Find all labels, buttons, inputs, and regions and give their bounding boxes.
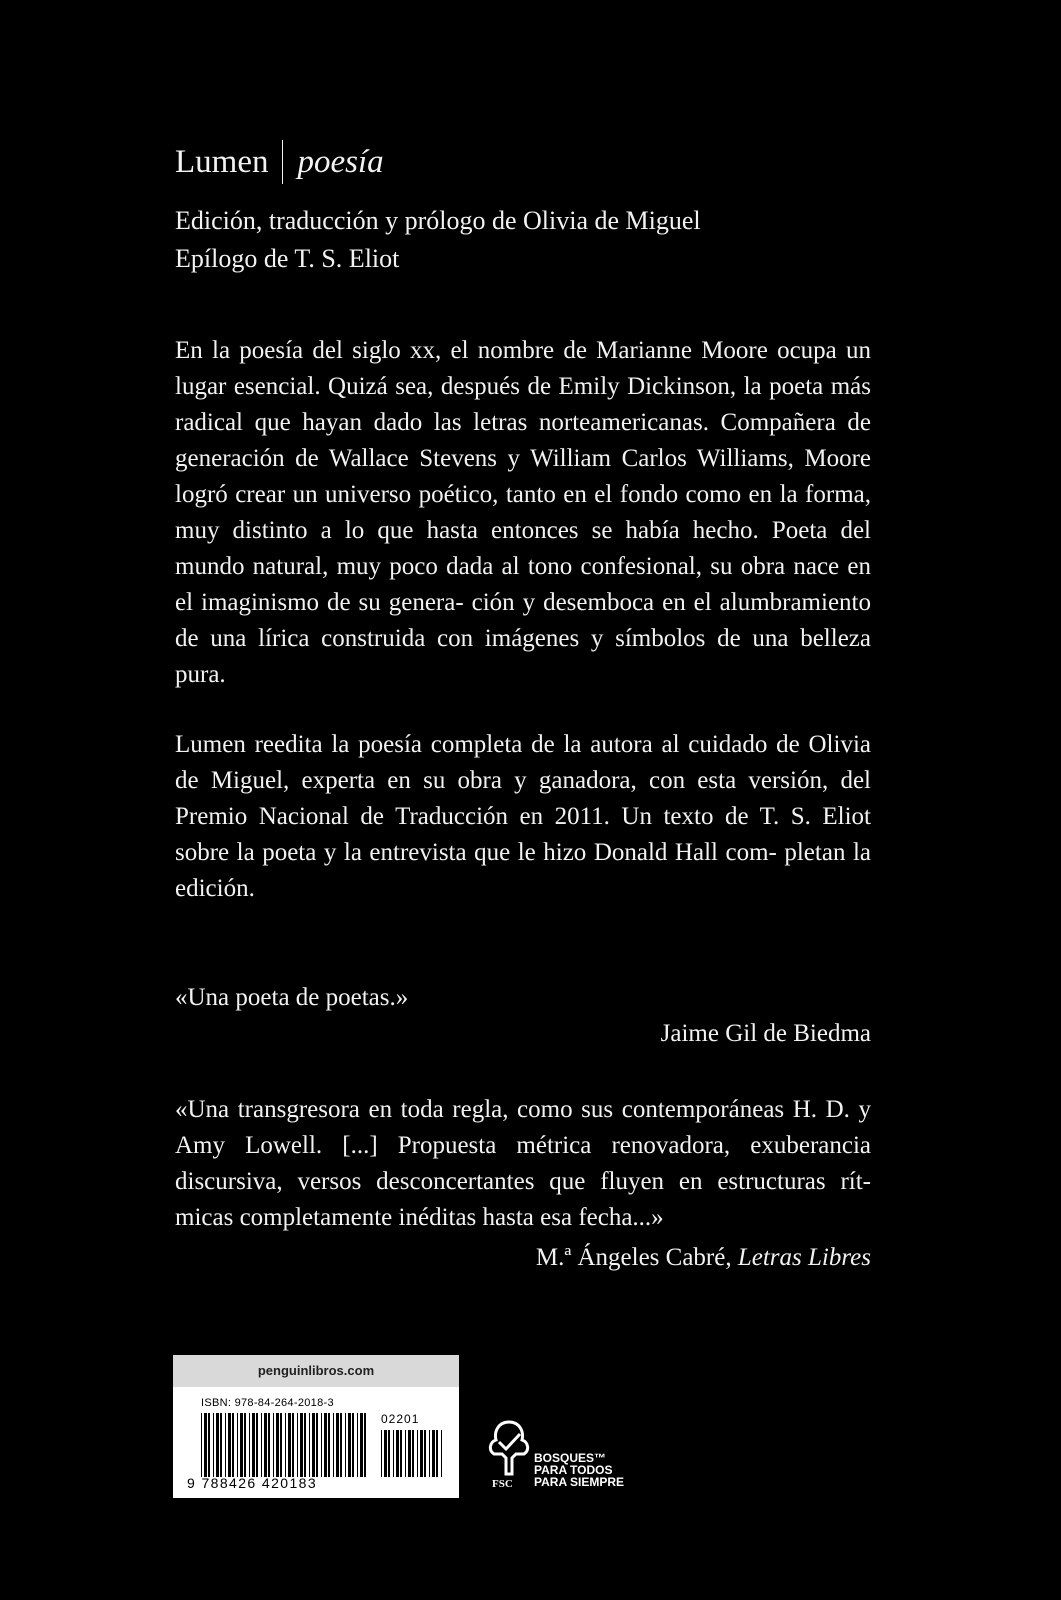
barcode-addon-digits: 02201: [381, 1412, 420, 1426]
barcode-bar: [381, 1430, 382, 1477]
barcode-bar: [348, 1413, 351, 1477]
barcode-bar: [441, 1430, 442, 1477]
tree-check-icon: [484, 1418, 534, 1478]
barcode-bar: [244, 1413, 246, 1477]
barcode-bar: [408, 1430, 411, 1477]
publisher-name: Lumen: [175, 143, 269, 180]
barcode-bar: [252, 1413, 255, 1477]
credits-epilogue: Epílogo de T. S. Eliot: [175, 244, 400, 273]
barcode-bar: [436, 1430, 438, 1477]
barcode-bar: [228, 1413, 231, 1477]
quote-1-text: «Una poeta de poetas.»: [175, 984, 409, 1011]
quote-1-attribution: [661, 1016, 871, 1052]
fsc-slogan: [534, 1452, 624, 1488]
quote-1-author: Jaime Gil de Biedma: [660, 1020, 871, 1047]
barcode-bar: [316, 1413, 318, 1477]
barcode-bar: [292, 1413, 294, 1477]
barcode-bar: [220, 1413, 222, 1477]
barcode-bar: [261, 1413, 262, 1477]
barcode-bar: [297, 1413, 298, 1477]
collection-header: [175, 140, 384, 184]
barcode-bar: [388, 1430, 390, 1477]
barcode-bar: [364, 1413, 366, 1477]
barcode-bar: [352, 1413, 354, 1477]
barcode-bar: [340, 1413, 342, 1477]
barcode-bar: [333, 1413, 334, 1477]
barcode-box: [173, 1355, 459, 1498]
addon-barcode: [381, 1430, 445, 1477]
barcode-bar: [420, 1430, 423, 1477]
barcode-bar: [225, 1413, 226, 1477]
barcode-bar: [336, 1413, 339, 1477]
barcode-bar: [264, 1413, 267, 1477]
barcode-bar: [400, 1430, 402, 1477]
quote-2-author: M.ª Ángeles Cabré,: [535, 1244, 738, 1271]
barcode-bar: [288, 1413, 291, 1477]
barcode-bar: [240, 1413, 243, 1477]
barcode-bar: [324, 1413, 327, 1477]
barcode-bar: [396, 1430, 399, 1477]
fsc-slogan-line-1: BOSQUES™: [534, 1451, 607, 1465]
barcode-bar: [312, 1413, 315, 1477]
fsc-label: FSC: [492, 1478, 513, 1490]
barcode-bar: [309, 1413, 310, 1477]
barcode-bar: [357, 1413, 358, 1477]
barcode-bar: [429, 1430, 430, 1477]
barcode-bar: [273, 1413, 274, 1477]
barcode-bar: [300, 1413, 303, 1477]
barcode-bar: [424, 1430, 426, 1477]
barcode-bar: [232, 1413, 234, 1477]
fsc-logo: [484, 1418, 644, 1500]
barcode-bar: [280, 1413, 282, 1477]
barcode-bar: [384, 1430, 387, 1477]
barcode-bar: [201, 1413, 202, 1477]
fsc-slogan-line-3: PARA SIEMPRE: [534, 1475, 625, 1489]
barcode-bar: [304, 1413, 306, 1477]
barcode-bar: [208, 1413, 210, 1477]
barcode-bar: [216, 1413, 219, 1477]
description-paragraph-2: Lumen reedita la poesía completa de la autora al cuidado de Olivia de Miguel, experta en su obra y ganadora, con esta versión, del Premio Nacional de Traducción en 2011. Un texto de T. S. Eliot sobre la poeta y la entrevista que le hizo Donald Hall com- pletan la edición.: [175, 731, 871, 902]
barcode-bar: [268, 1413, 270, 1477]
credits-translator: Edición, traducción y prólogo de Olivia de Miguel: [175, 206, 701, 235]
credits: [175, 202, 701, 278]
quote-2-text: «Una transgresora en toda regla, como sus contemporáneas H. D. y Amy Lowell. [...] Propuesta métrica renovadora, exuberancia discursiva, versos desconcertantes que fluyen en estructuras rít- micas completamente inéditas hasta esa fecha...»: [175, 1096, 871, 1231]
barcode-bar: [393, 1430, 394, 1477]
isbn-number: ISBN: 978-84-264-2018-3: [201, 1397, 334, 1409]
barcode-bar: [345, 1413, 346, 1477]
barcode-bar: [276, 1413, 279, 1477]
barcode-bar: [328, 1413, 330, 1477]
barcode-bar: [256, 1413, 258, 1477]
barcode-bar: [237, 1413, 238, 1477]
series-name: poesía: [297, 143, 384, 180]
publisher-website: penguinlibros.com: [173, 1355, 459, 1387]
quote-2-source: Letras Libres: [737, 1244, 871, 1271]
barcode-bar: [285, 1413, 286, 1477]
quote-2-attribution: [536, 1240, 871, 1276]
barcode-bar: [213, 1413, 214, 1477]
header-divider: [282, 140, 283, 184]
barcode-bar: [249, 1413, 250, 1477]
barcode-bar: [321, 1413, 322, 1477]
description-paragraph-1: En la poesía del siglo xx, el nombre de Marianne Moore ocupa un lugar esencial. Quizá sea, después de Emily Dickinson, la poeta más radical que hayan dado las letras norteamericanas. Compañera de generación de Wallace Stevens y William Carlos Williams, Moore logró crear un universo poético, tanto en el fondo como en la forma, muy distinto a lo que hasta entonces se había hecho. Poeta del mundo natural, muy poco dada al tono confesional, su obra nace en el imaginismo de su genera- ción y desemboca en el alumbramiento de una lírica construida con imágenes y símbolos de una belleza pura.: [175, 337, 871, 688]
barcode-bar: [405, 1430, 406, 1477]
barcode-bar: [432, 1430, 435, 1477]
fsc-slogan-line-2: PARA TODOS: [534, 1463, 613, 1477]
ean-barcode: [201, 1413, 371, 1477]
barcode-bar: [412, 1430, 414, 1477]
barcode-bar: [204, 1413, 207, 1477]
barcode-bar: [417, 1430, 418, 1477]
barcode-digits: 9 788426 420183: [187, 1475, 317, 1491]
barcode-bar: [360, 1413, 363, 1477]
